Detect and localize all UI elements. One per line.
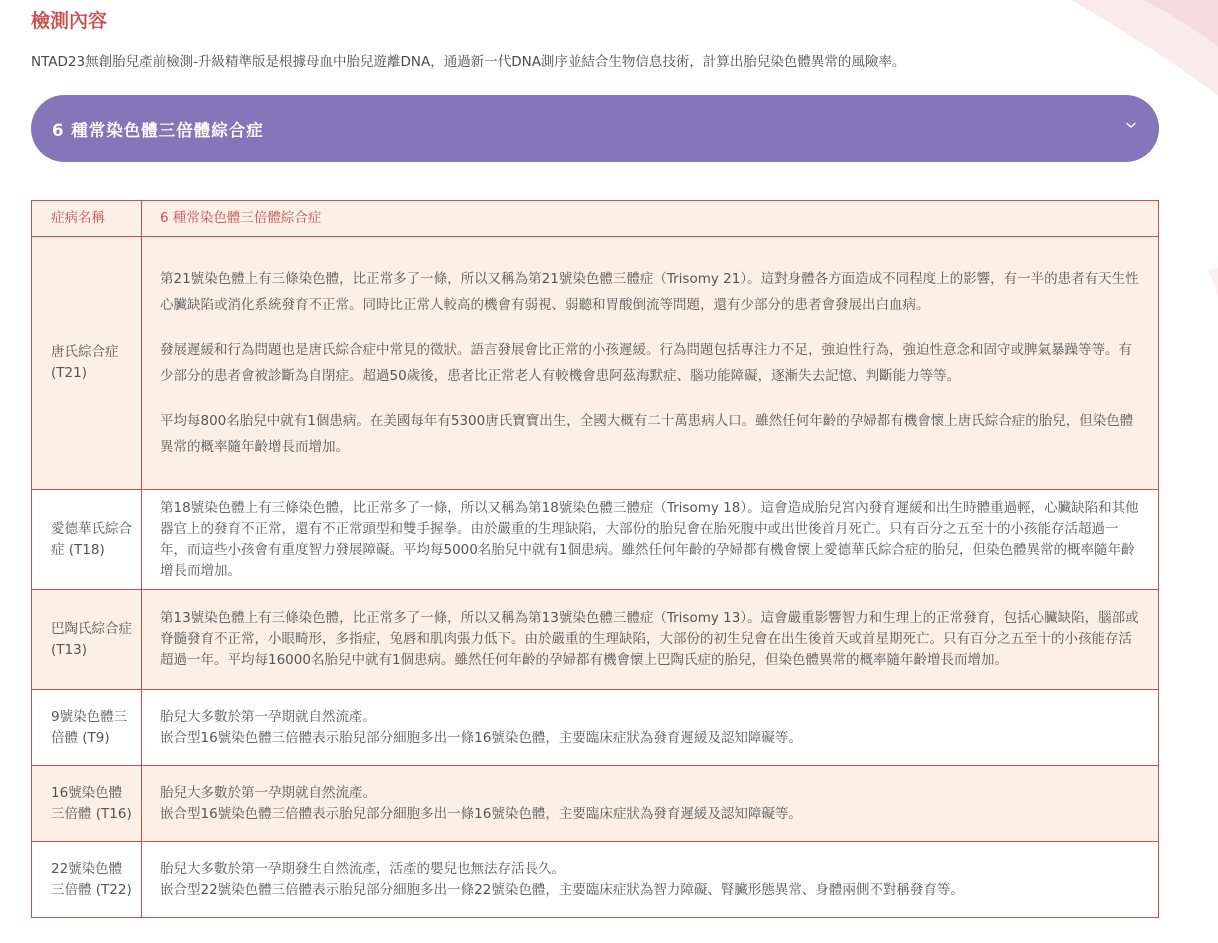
description-paragraph: 平均每800名胎兒中就有1個患病。在美國每年有5300唐氏寶寶出生，全國大概有二十萬患病人口。雖然任何年齡的孕婦都有機會懷上唐氏綜合症的胎兒，但染色體異常的概率隨年齡增長而增加。: [160, 413, 1134, 455]
disease-name: [32, 842, 142, 918]
disease-description: [142, 690, 1159, 766]
intro-text: NTAD23無創胎兒產前檢測-升級精準版是根據母血中胎兒遊離DNA，通過新一代DNA測序並結合生物信息技術，計算出胎兒染色體異常的風險率。: [31, 54, 906, 70]
disease-description: [142, 490, 1159, 590]
description-paragraph: 第18號染色體上有三條染色體，比正常多了一條，所以又稱為第18號染色體三體症（Trisomy 18）。這會造成胎兒宮內發育遲緩和出生時體重過輕，心臟缺陷和其他器官上的發育不正常，還有不正常頭型和雙手握拳。由於嚴重的生理缺陷，大部份的胎兒會在胎死腹中或出世後首月死亡。只有百分之五至十的小孩能存活超過一年，而這些小孩會有重度智力發展障礙。平均每5000名胎兒中就有1個患病。雖然任何年齡的孕婦都有機會懷上愛德華氏綜合症的胎兒，但染色體異常的概率隨年齡增長而增加。: [160, 499, 1139, 579]
disease-name-text: 16號染色體三倍體 (T16): [51, 784, 132, 822]
disease-name: [32, 490, 142, 590]
chevron-down-icon[interactable]: [1125, 120, 1137, 132]
description-paragraph: 發展遲緩和行為問題也是唐氏綜合症中常見的徵狀。語言發展會比正常的小孩遲緩。行為問題包括專注力不足，強迫性行為，強迫性意念和固守或脾氣暴躁等等。有少部分的患者會被診斷為自閉症。超過50歲後，患者比正常老人有較機會患阿茲海默症、腦功能障礙，逐漸失去記憶、判斷能力等等。: [160, 342, 1132, 384]
content-area: [31, 0, 1159, 918]
disease-table: [31, 200, 1159, 918]
description-line: 嵌合型22號染色體三倍體表示胎兒部分細胞多出一條22號染色體，主要臨床症狀為智力障礙、腎臟形態異常、身體兩側不對稱發育等。: [160, 881, 964, 898]
description-line: 胎兒大多數於第一孕期就自然流產。: [160, 784, 376, 801]
section-title: 檢測內容: [31, 10, 108, 32]
disease-name: [32, 766, 142, 842]
table-row: [32, 766, 1159, 842]
disease-description: [142, 590, 1159, 690]
disease-name: [32, 690, 142, 766]
disease-description: [142, 842, 1159, 918]
disease-description: [142, 237, 1159, 490]
disease-name-text: 9號染色體三倍體 (T9): [51, 708, 128, 746]
disease-name-text: 22號染色體三倍體 (T22): [51, 860, 132, 898]
table-row: [32, 842, 1159, 918]
description-paragraph: 第21號染色體上有三條染色體，比正常多了一條，所以又稱為第21號染色體三體症（Trisomy 21）。這對身體各方面造成不同程度上的影響，有一半的患者有天生性心臟缺陷或消化系統發育不正常。同時比正常人較高的機會有弱視、弱聽和胃酸倒流等問題，還有少部分的患者會發展出白血病。: [160, 271, 1139, 313]
disease-name: [32, 237, 142, 490]
description-paragraph: 第13號染色體上有三條染色體，比正常多了一條，所以又稱為第13號染色體三體症（Trisomy 13）。這會嚴重影響智力和生理上的正常發育，包括心臟缺陷，腦部或脊髓發育不正常，小眼畸形，多指症，兔唇和肌肉張力低下。由於嚴重的生理缺陷，大部份的初生兒會在出生後首天或首星期死亡。只有百分之五至十的小孩能存活超過一年。平均每16000名胎兒中就有1個患病。雖然任何年齡的孕婦都有機會懷上巴陶氏症的胎兒，但染色體異常的概率隨年齡增長而增加。: [160, 610, 1139, 668]
disease-name-text: 愛德華氏綜合症 (T18): [51, 520, 132, 558]
table-header-desc: 6 種常染色體三倍體綜合症: [142, 201, 1159, 237]
description-line: 嵌合型16號染色體三倍體表示胎兒部分細胞多出一條16號染色體，主要臨床症狀為發育遲緩及認知障礙等。: [160, 805, 802, 822]
description-line: 胎兒大多數於第一孕期就自然流產。: [160, 708, 376, 725]
accordion-title: 6 種常染色體三倍體綜合症: [52, 120, 264, 140]
table-header-name: 症病名稱: [32, 201, 142, 237]
table-header-row: [32, 201, 1159, 237]
table-row: [32, 690, 1159, 766]
table-row: [32, 590, 1159, 690]
accordion-header[interactable]: [31, 95, 1159, 162]
description-line: 嵌合型16號染色體三倍體表示胎兒部分細胞多出一條16號染色體，主要臨床症狀為發育遲緩及認知障礙等。: [160, 729, 802, 746]
disease-name-text: 巴陶氏綜合症 (T13): [51, 620, 132, 658]
description-line: 胎兒大多數於第一孕期發生自然流產，活產的嬰兒也無法存活長久。: [160, 860, 565, 877]
disease-name-text: 唐氏綜合症 (T21): [51, 344, 119, 381]
disease-description: [142, 766, 1159, 842]
table-row: [32, 490, 1159, 590]
disease-name: [32, 590, 142, 690]
table-row: [32, 237, 1159, 490]
